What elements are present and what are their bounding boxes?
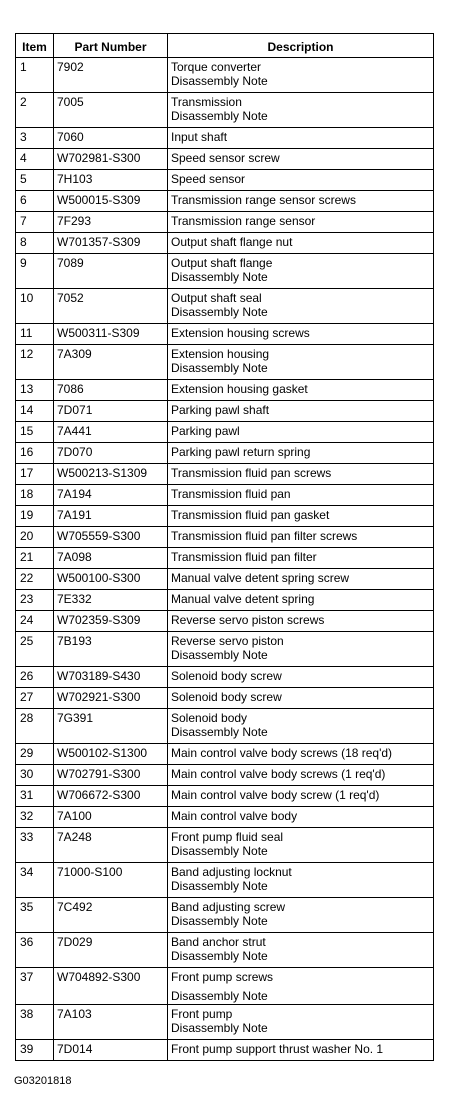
table-header-row [16, 34, 434, 58]
part-number-cell: W500015-S309 [54, 191, 168, 212]
item-cell: 30 [16, 765, 54, 786]
disassembly-note: Disassembly Note [171, 73, 268, 88]
item-cell: 35 [16, 898, 54, 933]
description-text: Solenoid body screw [171, 669, 282, 683]
description-cell [168, 527, 434, 548]
disassembly-note: Disassembly Note [171, 1020, 268, 1035]
item-cell: 29 [16, 744, 54, 765]
part-number-cell: 7C492 [54, 898, 168, 933]
description-cell [168, 744, 434, 765]
part-number-cell: 7A103 [54, 1005, 168, 1040]
item-cell: 14 [16, 401, 54, 422]
table-row [16, 786, 434, 807]
description-text: Main control valve body screws (18 req'd) [171, 746, 393, 760]
item-cell: 17 [16, 464, 54, 485]
item-cell: 34 [16, 863, 54, 898]
description-cell [168, 611, 434, 632]
item-cell: 1 [16, 58, 54, 93]
description-text: Output shaft flange [171, 256, 273, 270]
part-number-cell: 7902 [54, 58, 168, 93]
item-cell: 25 [16, 632, 54, 667]
item-cell: 13 [16, 380, 54, 401]
item-cell: 8 [16, 233, 54, 254]
description-cell [168, 233, 434, 254]
item-cell: 27 [16, 688, 54, 709]
description-text: Front pump [171, 1007, 233, 1021]
table-row [16, 324, 434, 345]
table-row [16, 807, 434, 828]
part-number-cell: W705559-S300 [54, 527, 168, 548]
disassembly-note: Disassembly Note [171, 988, 268, 1003]
disassembly-note: Disassembly Note [171, 304, 268, 319]
description-text: Transmission fluid pan screws [171, 466, 332, 480]
description-text: Input shaft [171, 130, 228, 144]
item-cell: 18 [16, 485, 54, 506]
table-row [16, 933, 434, 968]
description-text: Speed sensor [171, 172, 246, 186]
part-number-cell: 7D029 [54, 933, 168, 968]
item-cell: 10 [16, 289, 54, 324]
item-cell: 28 [16, 709, 54, 744]
disassembly-note: Disassembly Note [171, 269, 268, 284]
table-row [16, 93, 434, 128]
parts-table [15, 33, 434, 1061]
description-text: Front pump screws [171, 970, 274, 984]
part-number-cell: 71000-S100 [54, 863, 168, 898]
item-cell: 26 [16, 667, 54, 688]
table-row [16, 254, 434, 289]
table-row [16, 569, 434, 590]
table-row [16, 863, 434, 898]
table-row [16, 611, 434, 632]
description-cell [168, 254, 434, 289]
description-cell [168, 548, 434, 569]
disassembly-note: Disassembly Note [171, 913, 268, 928]
description-text: Manual valve detent spring screw [171, 571, 350, 585]
table-row [16, 527, 434, 548]
table-row [16, 443, 434, 464]
part-number-cell: W500100-S300 [54, 569, 168, 590]
description-text: Parking pawl shaft [171, 403, 270, 417]
description-text: Front pump fluid seal [171, 830, 284, 844]
table-row [16, 422, 434, 443]
table-row [16, 828, 434, 863]
description-cell [168, 807, 434, 828]
item-cell: 36 [16, 933, 54, 968]
description-cell [168, 828, 434, 863]
column-header-part-number: Part Number [54, 34, 168, 58]
table-row [16, 506, 434, 527]
description-text: Transmission range sensor [171, 214, 316, 228]
figure-id: G03201818 [14, 1075, 72, 1087]
item-cell: 5 [16, 170, 54, 191]
description-text: Band anchor strut [171, 935, 266, 949]
item-cell: 32 [16, 807, 54, 828]
disassembly-note: Disassembly Note [171, 878, 268, 893]
description-text: Extension housing gasket [171, 382, 308, 396]
item-cell: 22 [16, 569, 54, 590]
part-number-cell: 7060 [54, 128, 168, 149]
item-cell: 11 [16, 324, 54, 345]
part-number-cell: 7A100 [54, 807, 168, 828]
description-cell [168, 1040, 434, 1061]
part-number-cell: 7D071 [54, 401, 168, 422]
part-number-cell: W702981-S300 [54, 149, 168, 170]
table-row [16, 667, 434, 688]
part-number-cell: 7A248 [54, 828, 168, 863]
table-row [16, 548, 434, 569]
part-number-cell: 7D014 [54, 1040, 168, 1061]
description-text: Band adjusting screw [171, 900, 286, 914]
description-cell [168, 632, 434, 667]
part-number-cell: W500213-S1309 [54, 464, 168, 485]
table-row [16, 191, 434, 212]
item-cell: 7 [16, 212, 54, 233]
description-cell [168, 212, 434, 233]
description-text: Parking pawl [171, 424, 240, 438]
description-cell [168, 324, 434, 345]
part-number-cell: W702359-S309 [54, 611, 168, 632]
description-cell [168, 289, 434, 324]
description-text: Front pump support thrust washer No. 1 [171, 1042, 384, 1056]
part-number-cell: 7B193 [54, 632, 168, 667]
description-text: Output shaft seal [171, 291, 262, 305]
table-row [16, 289, 434, 324]
column-header-description: Description [168, 34, 434, 58]
description-text: Main control valve body screws (1 req'd) [171, 767, 386, 781]
description-cell [168, 667, 434, 688]
description-cell [168, 128, 434, 149]
part-number-cell: 7052 [54, 289, 168, 324]
item-cell: 21 [16, 548, 54, 569]
description-cell [168, 422, 434, 443]
description-text: Main control valve body [171, 809, 298, 823]
description-text: Transmission [171, 95, 242, 109]
description-cell [168, 590, 434, 611]
item-cell: 3 [16, 128, 54, 149]
description-text: Solenoid body [171, 711, 248, 725]
table-row [16, 688, 434, 709]
table-row [16, 401, 434, 422]
description-text: Transmission fluid pan filter screws [171, 529, 358, 543]
table-row [16, 345, 434, 380]
item-cell: 31 [16, 786, 54, 807]
description-text: Manual valve detent spring [171, 592, 315, 606]
part-number-cell: 7A194 [54, 485, 168, 506]
description-cell [168, 968, 434, 1005]
part-number-cell: 7A098 [54, 548, 168, 569]
item-cell: 16 [16, 443, 54, 464]
description-cell [168, 443, 434, 464]
part-number-cell: 7F293 [54, 212, 168, 233]
description-text: Solenoid body screw [171, 690, 282, 704]
description-cell [168, 569, 434, 590]
table-row [16, 128, 434, 149]
table-row [16, 380, 434, 401]
description-text: Extension housing [171, 347, 270, 361]
table-row [16, 765, 434, 786]
table-row [16, 212, 434, 233]
description-cell [168, 1005, 434, 1040]
description-cell [168, 170, 434, 191]
disassembly-note: Disassembly Note [171, 724, 268, 739]
column-header-item: Item [16, 34, 54, 58]
part-number-cell: 7086 [54, 380, 168, 401]
disassembly-note: Disassembly Note [171, 360, 268, 375]
description-cell [168, 688, 434, 709]
table-row [16, 233, 434, 254]
item-cell: 2 [16, 93, 54, 128]
description-cell [168, 191, 434, 212]
item-cell: 6 [16, 191, 54, 212]
description-cell [168, 786, 434, 807]
part-number-cell: W704892-S300 [54, 968, 168, 1005]
description-text: Speed sensor screw [171, 151, 280, 165]
description-text: Transmission fluid pan filter [171, 550, 317, 564]
part-number-cell: 7D070 [54, 443, 168, 464]
item-cell: 24 [16, 611, 54, 632]
part-number-cell: 7A441 [54, 422, 168, 443]
part-number-cell: W500311-S309 [54, 324, 168, 345]
description-cell [168, 709, 434, 744]
table-row [16, 744, 434, 765]
item-cell: 20 [16, 527, 54, 548]
part-number-cell: 7H103 [54, 170, 168, 191]
disassembly-note: Disassembly Note [171, 108, 268, 123]
description-text: Transmission fluid pan gasket [171, 508, 330, 522]
table-row [16, 1040, 434, 1061]
description-text: Reverse servo piston [171, 634, 284, 648]
table-row [16, 149, 434, 170]
item-cell: 37 [16, 968, 54, 1005]
description-cell [168, 401, 434, 422]
description-text: Output shaft flange nut [171, 235, 293, 249]
table-row [16, 590, 434, 611]
part-number-cell: 7005 [54, 93, 168, 128]
description-text: Torque converter [171, 60, 262, 74]
item-cell: 33 [16, 828, 54, 863]
item-cell: 39 [16, 1040, 54, 1061]
description-text: Main control valve body screw (1 req'd) [171, 788, 380, 802]
description-cell [168, 149, 434, 170]
table-row [16, 709, 434, 744]
description-text: Parking pawl return spring [171, 445, 311, 459]
disassembly-note: Disassembly Note [171, 948, 268, 963]
table-row [16, 968, 434, 1005]
item-cell: 19 [16, 506, 54, 527]
item-cell: 15 [16, 422, 54, 443]
item-cell: 4 [16, 149, 54, 170]
description-text: Band adjusting locknut [171, 865, 292, 879]
item-cell: 12 [16, 345, 54, 380]
part-number-cell: 7G391 [54, 709, 168, 744]
item-cell: 9 [16, 254, 54, 289]
part-number-cell: 7089 [54, 254, 168, 289]
description-cell [168, 345, 434, 380]
part-number-cell: W706672-S300 [54, 786, 168, 807]
part-number-cell: 7E332 [54, 590, 168, 611]
table-row [16, 1005, 434, 1040]
table-row [16, 898, 434, 933]
part-number-cell: W500102-S1300 [54, 744, 168, 765]
description-cell [168, 380, 434, 401]
description-cell [168, 58, 434, 93]
description-cell [168, 506, 434, 527]
disassembly-note: Disassembly Note [171, 843, 268, 858]
description-text: Transmission fluid pan [171, 487, 291, 501]
description-cell [168, 485, 434, 506]
table-row [16, 485, 434, 506]
description-text: Transmission range sensor screws [171, 193, 356, 207]
description-text: Extension housing screws [171, 326, 310, 340]
part-number-cell: 7A191 [54, 506, 168, 527]
part-number-cell: W701357-S309 [54, 233, 168, 254]
description-cell [168, 765, 434, 786]
description-cell [168, 898, 434, 933]
part-number-cell: 7A309 [54, 345, 168, 380]
part-number-cell: W702921-S300 [54, 688, 168, 709]
description-cell [168, 933, 434, 968]
disassembly-note: Disassembly Note [171, 647, 268, 662]
item-cell: 23 [16, 590, 54, 611]
item-cell: 38 [16, 1005, 54, 1040]
table-row [16, 170, 434, 191]
description-cell [168, 93, 434, 128]
table-row [16, 464, 434, 485]
description-cell [168, 464, 434, 485]
part-number-cell: W703189-S430 [54, 667, 168, 688]
part-number-cell: W702791-S300 [54, 765, 168, 786]
description-cell [168, 863, 434, 898]
table-row [16, 58, 434, 93]
description-text: Reverse servo piston screws [171, 613, 325, 627]
table-body [16, 58, 434, 1061]
table-row [16, 632, 434, 667]
